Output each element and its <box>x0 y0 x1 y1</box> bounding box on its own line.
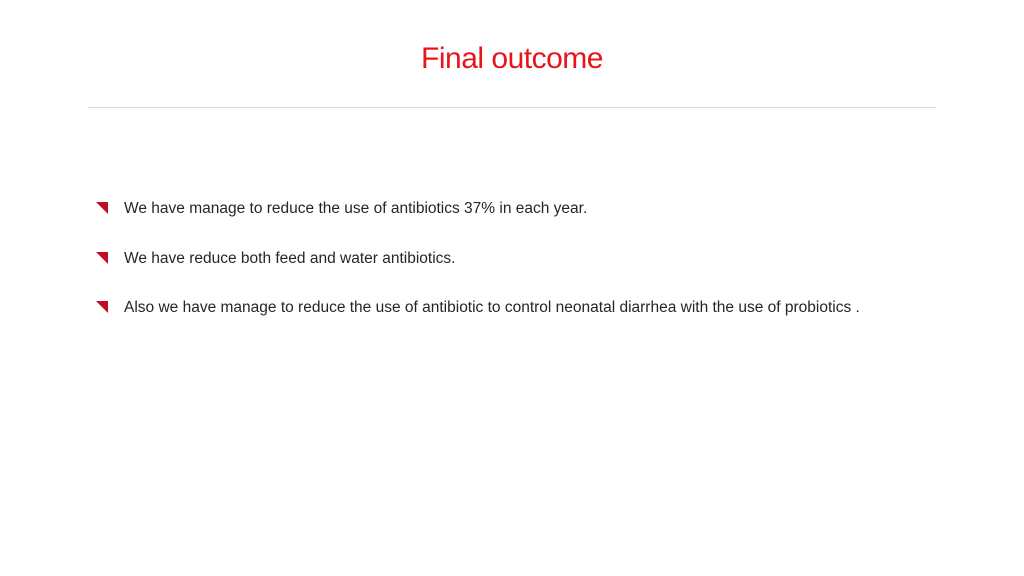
slide-title: Final outcome <box>421 42 603 75</box>
bullet-text: Also we have manage to reduce the use of antibiotic to control neonatal diarrhea with the use of probiotics . <box>124 299 860 316</box>
bullet-list <box>96 199 860 348</box>
bullet-item <box>96 199 860 219</box>
bullet-text: We have reduce both feed and water antibiotics. <box>124 249 456 267</box>
bullet-text: We have manage to reduce the use of antibiotics 37% in each year. <box>124 200 588 217</box>
bullet-item <box>96 298 860 318</box>
bullet-triangle-icon <box>96 301 108 313</box>
bullet-triangle-icon <box>96 202 108 214</box>
title-divider <box>88 107 936 108</box>
bullet-item <box>96 249 860 269</box>
bullet-triangle-icon <box>96 252 108 264</box>
